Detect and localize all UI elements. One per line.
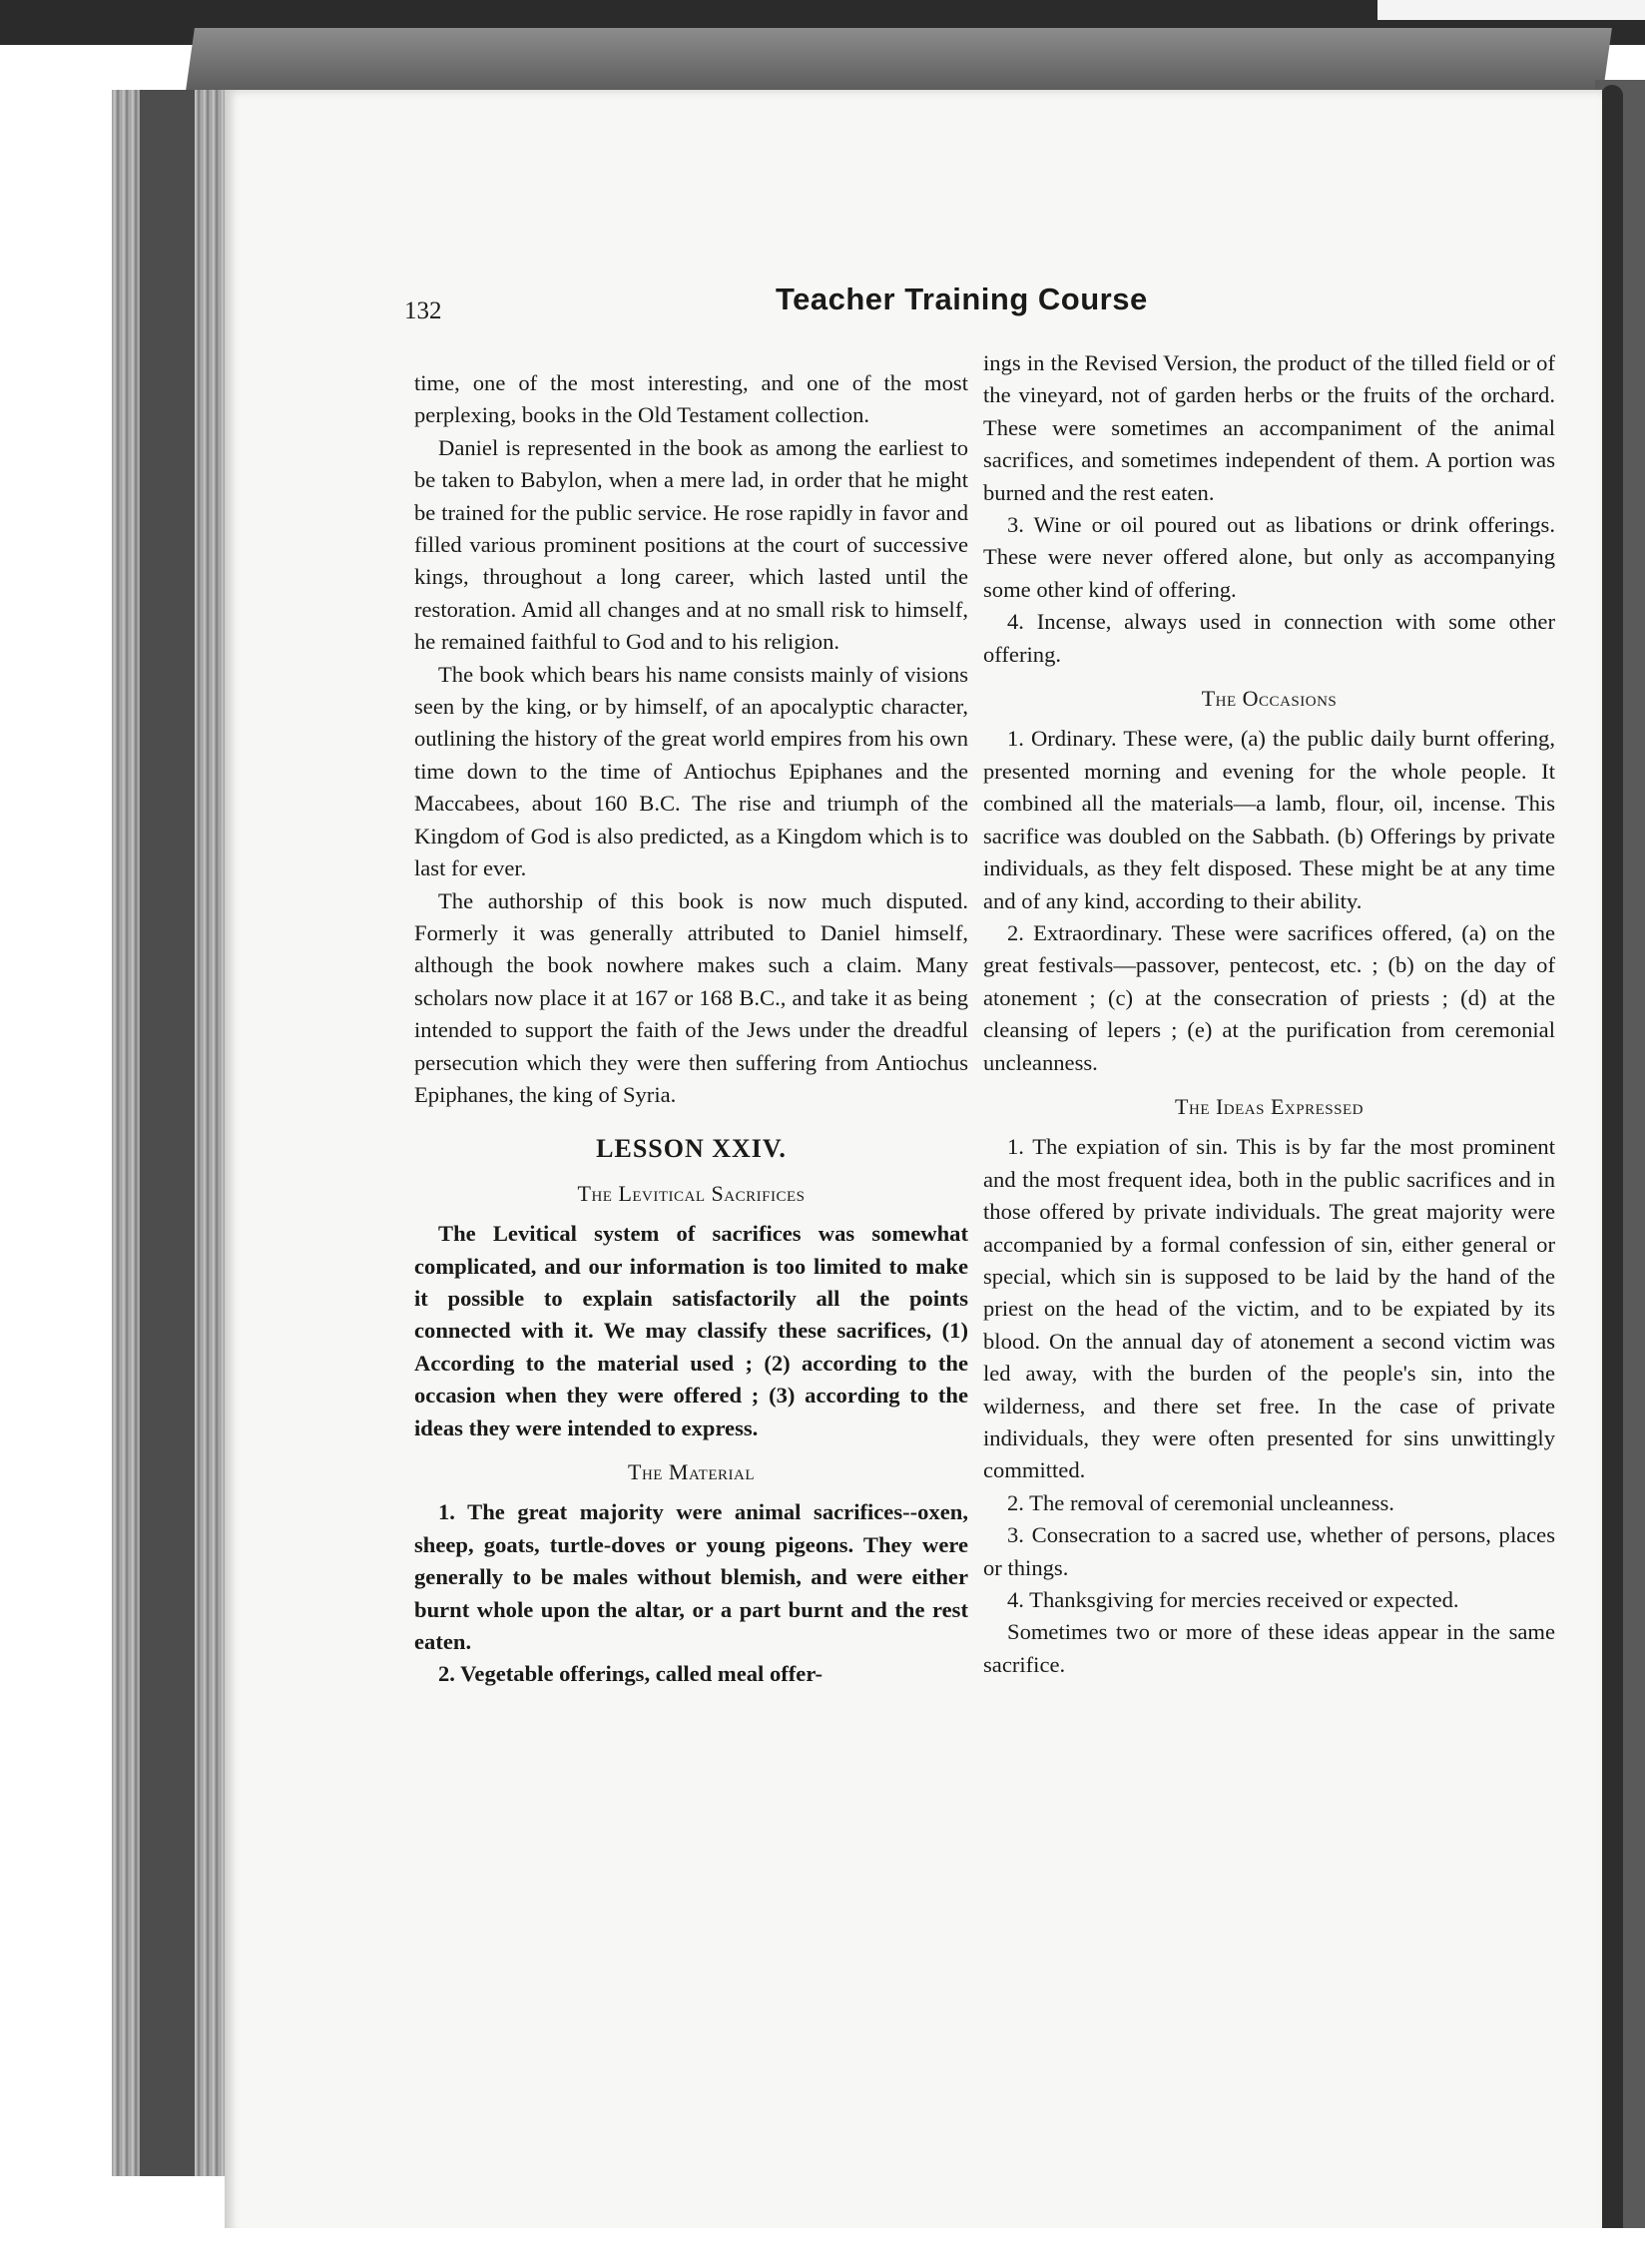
paragraph: 1. Ordinary. These were, (a) the public daily burnt offering, presented morning and evening for the whole people. It combined all the materials—a lamb, flour, oil, incense. This sacrifice was doubled on the Sabbath. (b) Offerings by private individuals, as they felt disposed. These might be at any time and of any kind, according to their ability.	[983, 726, 1555, 913]
book-spine-shadow	[140, 90, 195, 2176]
running-title: Teacher Training Course	[776, 282, 1148, 316]
paragraph: time, one of the most interesting, and one of the most perplexing, books in the Old Testament collection.	[414, 370, 968, 428]
paragraph: 4. Incense, always used in connection with some other offering.	[983, 609, 1555, 667]
scan-bottom-band	[0, 2228, 1645, 2268]
paragraph: The authorship of this book is now much disputed. Formerly it was generally attributed to Daniel himself, although the book nowhere makes such a claim. Many scholars now place it at 167 or 168 B.C., and take it as being intended to support the faith of the Jews under the dreadful persecution which they were then suffering from Antiochus Epiphanes, the king of Syria.	[414, 887, 968, 1107]
paragraph: 3. Wine or oil poured out as libations or drink offerings. These were never offered alone, but only as accompanying some other kind of offering.	[983, 512, 1555, 602]
paragraph: 4. Thanksgiving for mercies received or expected.	[1007, 1587, 1459, 1613]
paragraph: 3. Consecration to a sacred use, whether of persons, places or things.	[983, 1522, 1555, 1580]
section-heading: The Levitical Sacrifices	[577, 1180, 806, 1206]
paragraph: 1. The great majority were animal sacrifices--oxen, sheep, goats, turtle-doves or young pigeons. They were generally to be males without blemish, and were either burnt whole upon the altar, or a part burnt and the rest eaten.	[414, 1499, 968, 1655]
paragraph: The Levitical system of sacrifices was somewhat complicated, and our information is too limited to make it possible to explain satisfactorily all the points connected with it. We may classify these sacrifices, (1) According to the material used ; (2) according to the occasion when they were offered ; (3) according to the ideas they were intended to express.	[414, 1221, 968, 1440]
page-number: 132	[404, 297, 442, 324]
book-right-edge-shadow	[1601, 85, 1623, 2251]
section-heading-ideas: The Ideas Expressed	[1175, 1093, 1364, 1119]
right-column	[983, 347, 1555, 1681]
lesson-heading: LESSON XXIV.	[596, 1134, 787, 1164]
paragraph: 2. Vegetable offerings, called meal offer-	[438, 1661, 823, 1687]
paragraph: Sometimes two or more of these ideas appear in the same sacrifice.	[983, 1619, 1555, 1677]
scan-top-light-strip	[1377, 0, 1645, 20]
paragraph: 2. The removal of ceremonial uncleanness.	[1007, 1489, 1394, 1515]
paragraph: 1. The expiation of sin. This is by far the most prominent and the most frequent idea, both in the public sacrifices and in those offered by private individuals. The great majority were accompanied by a formal confession of sin, either general or special, which sin is supposed to be laid by the hand of the priest on the head of the victim, and to be expiated by its blood. On the annual day of atonement a second victim was led away, with the burden of the people's sin, into the wilderness, and there set free. In the case of private individuals, they were often presented for sins unwittingly committed.	[983, 1134, 1555, 1483]
paragraph: Daniel is represented in the book as among the earliest to be taken to Babylon, when a mere lad, in order that he might be trained for the public service. He rose rapidly in favor and filled various prominent positions at the court of successive kings, throughout a long career, which lasted until the restoration. Amid all changes and at no small risk to himself, he remained faithful to God and to his religion.	[414, 434, 968, 655]
paragraph: ings in the Revised Version, the product of the tilled field or of the vineyard, not of garden herbs or the fruits of the orchard. These were sometimes an accompaniment of the animal sacrifices, and sometimes independent of them. A portion was burned and the rest eaten.	[983, 350, 1555, 505]
section-heading-occasions: The Occasions	[1201, 686, 1338, 712]
running-head	[404, 282, 1492, 325]
book-cover-edge	[185, 28, 1612, 98]
section-heading-material: The Material	[628, 1459, 755, 1484]
paragraph: 2. Extraordinary. These were sacrifices offered, (a) on the great festivals—passover, pentecost, etc. ; (b) on the day of atonement ; (c) at the consecration of priests ; (d) at the cleansing of lepers ; (e) at the purification from ceremonial uncleanness.	[983, 919, 1555, 1075]
left-column	[414, 367, 968, 1691]
paragraph: The book which bears his name consists mainly of visions seen by the king, or by himself, of an apocalyptic character, outlining the history of the great world empires from his own time down to the time of Antiochus Epiphanes and the Maccabees, about 160 B.C. The rise and triumph of the Kingdom of God is also predicted, as a Kingdom which is to last for ever.	[414, 661, 968, 881]
